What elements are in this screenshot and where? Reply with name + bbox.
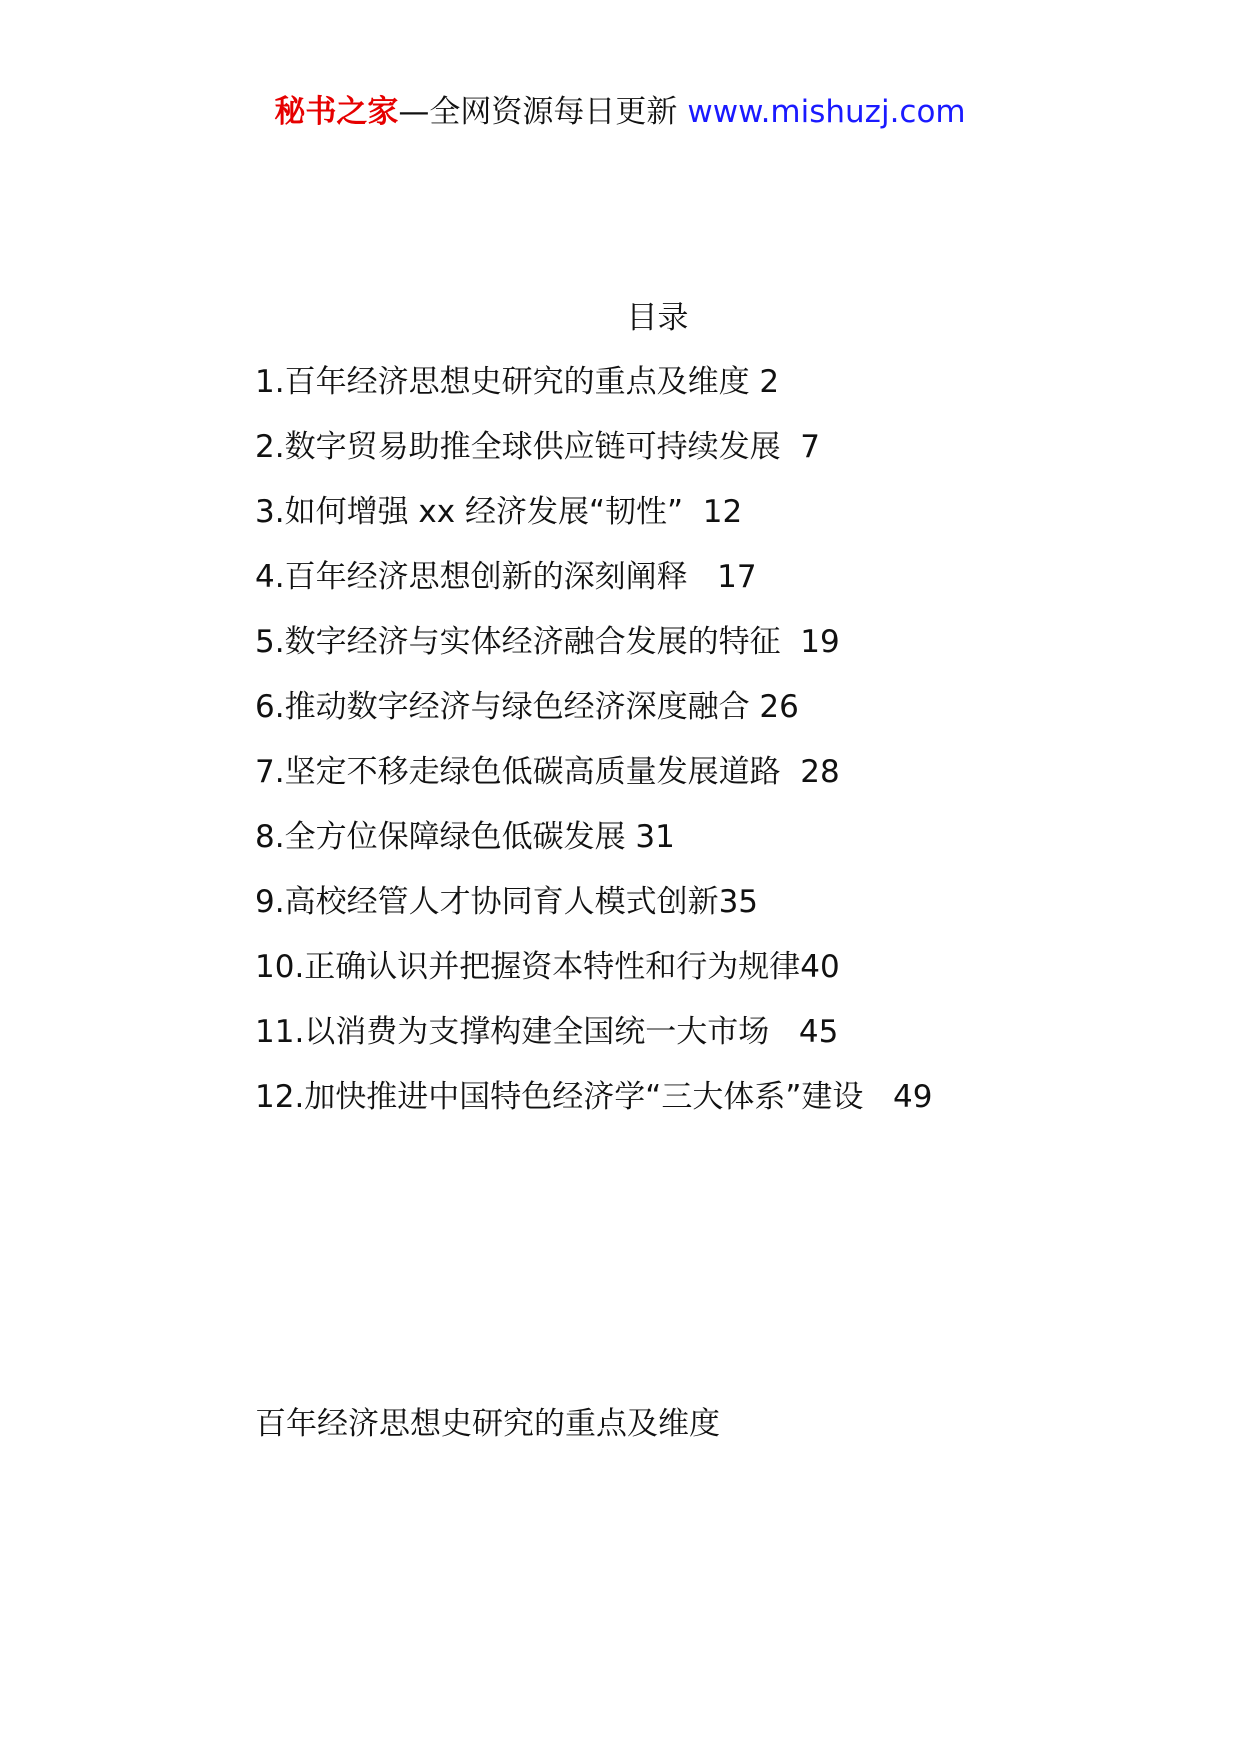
toc-item[interactable]: 2.数字贸易助推全球供应链可持续发展 7 [255,429,821,465]
brand-name: 秘书之家 [274,94,399,130]
toc-item[interactable]: 12.加快推进中国特色经济学“三大体系”建设 49 [255,1079,933,1115]
toc-item[interactable]: 9.高校经管人才协同育人模式创新35 [255,884,759,920]
toc-item[interactable]: 7.坚定不移走绿色低碳高质量发展道路 28 [255,754,840,790]
table-of-contents [255,362,932,1142]
page-header [0,92,1240,132]
toc-item[interactable]: 6.推动数字经济与绿色经济深度融合 26 [255,689,799,725]
toc-item[interactable]: 4.百年经济思想创新的深刻阐释 17 [255,559,757,595]
section-heading: 百年经济思想史研究的重点及维度 [255,1406,720,1442]
toc-item[interactable]: 11.以消费为支撑构建全国统一大市场 45 [255,1014,839,1050]
header-tagline: —全网资源每日更新 [398,94,678,130]
toc-title: 目录 [626,300,689,336]
toc-item[interactable]: 5.数字经济与实体经济融合发展的特征 19 [255,624,840,660]
toc-item[interactable]: 3.如何增强 xx 经济发展“韧性” 12 [255,494,743,530]
site-url-link[interactable]: www.mishuzj.com [687,94,966,130]
toc-item[interactable]: 8.全方位保障绿色低碳发展 31 [255,819,675,855]
toc-item[interactable]: 10.正确认识并把握资本特性和行为规律40 [255,949,840,985]
toc-item[interactable]: 1.百年经济思想史研究的重点及维度 2 [255,364,780,400]
